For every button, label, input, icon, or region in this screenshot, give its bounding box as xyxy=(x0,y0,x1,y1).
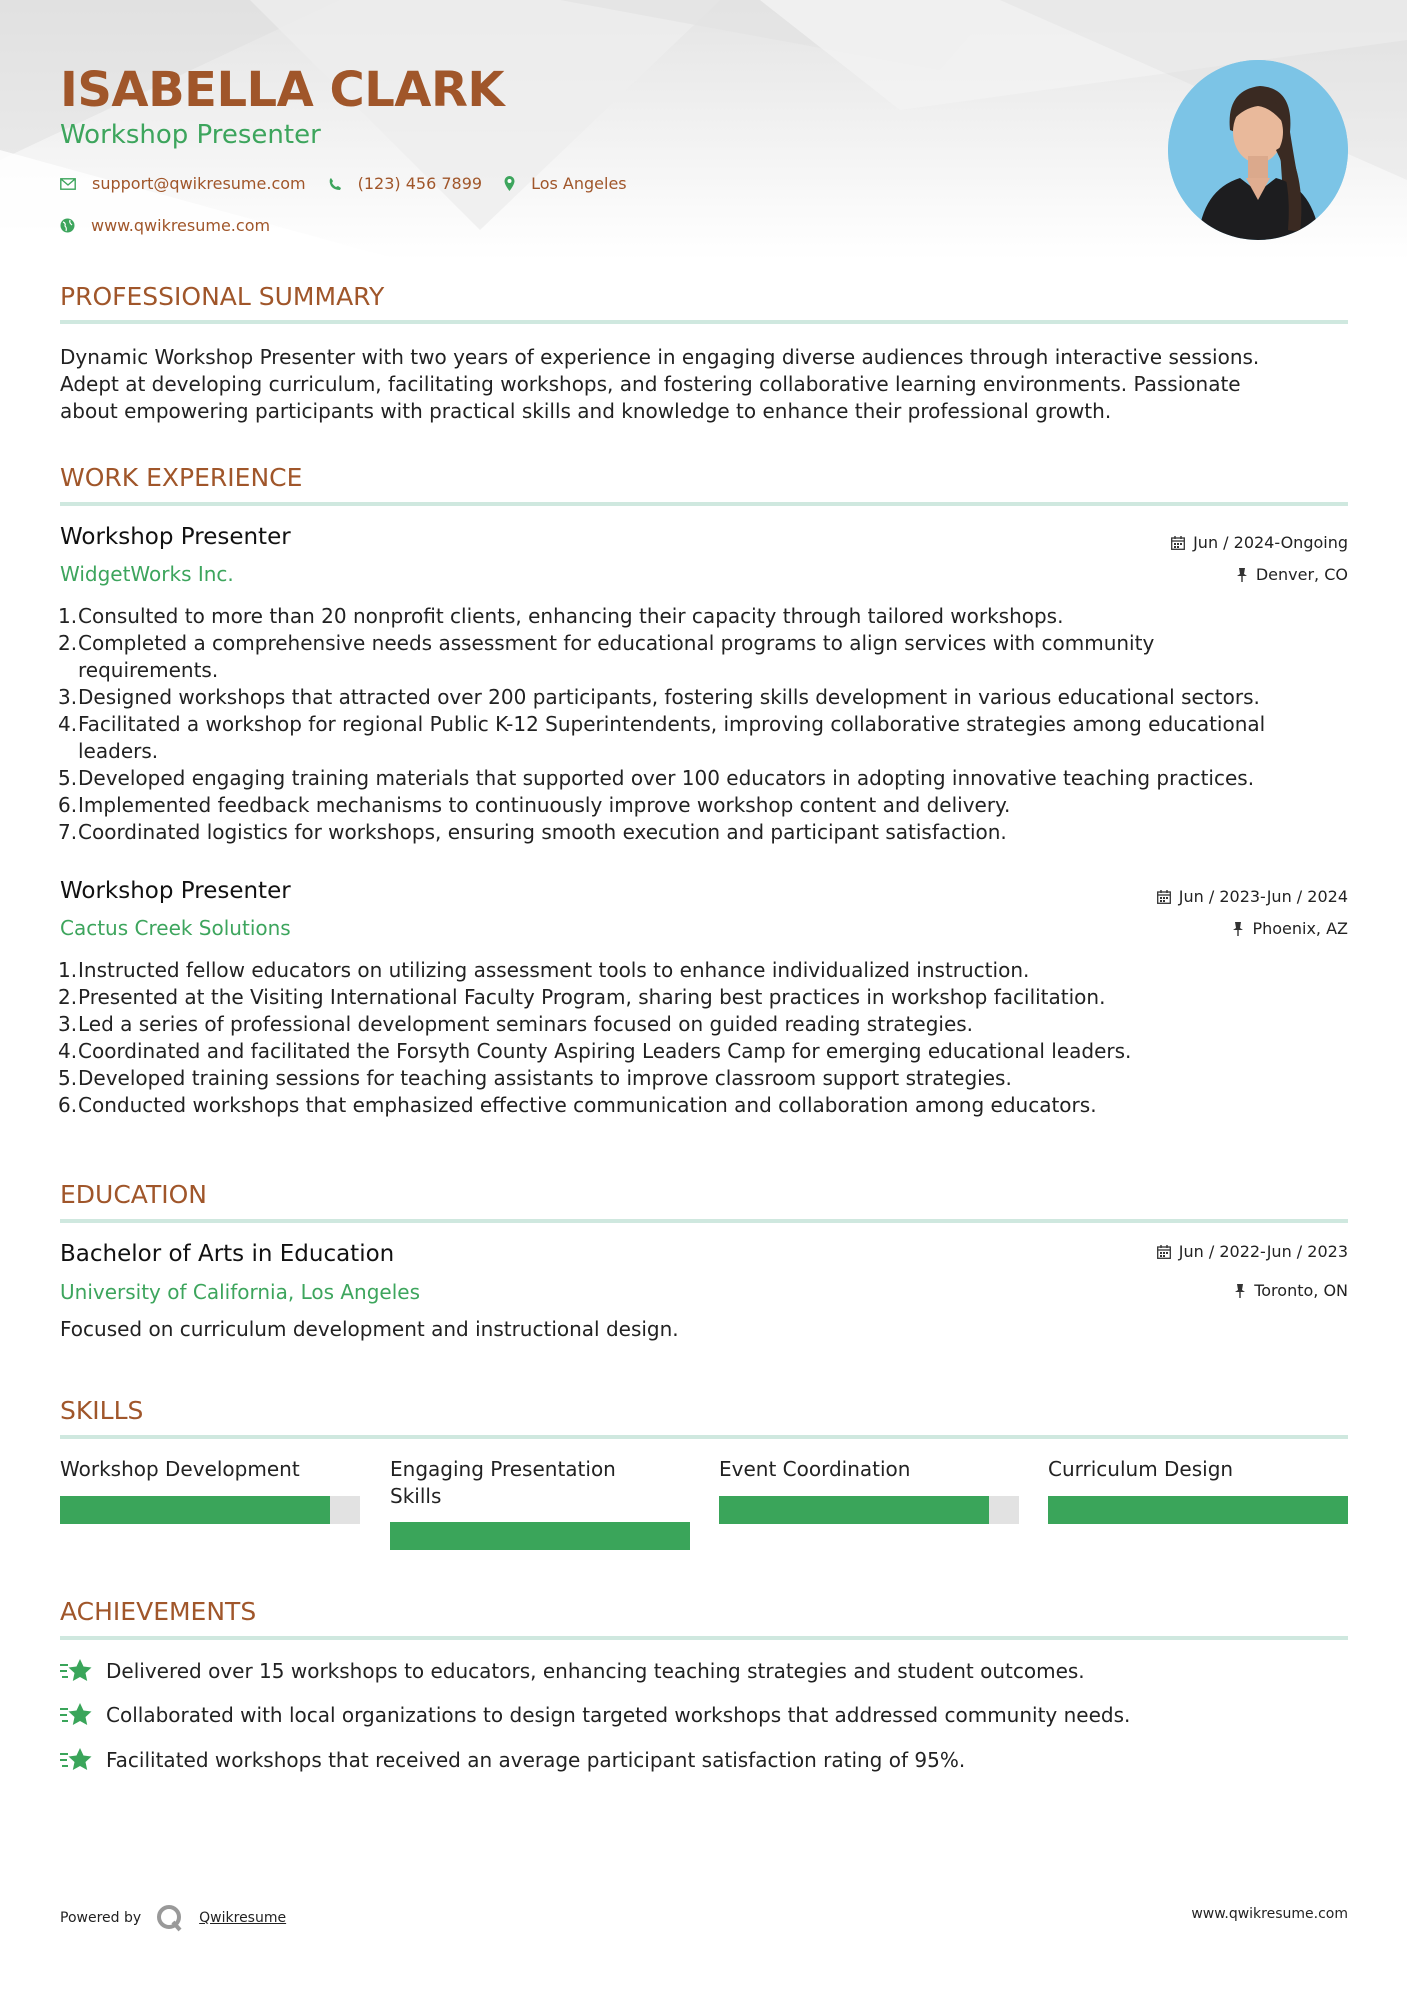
pushpin-icon xyxy=(1234,1284,1246,1298)
job-bullet-list xyxy=(60,603,1350,846)
envelope-icon xyxy=(60,178,76,190)
education-divider xyxy=(60,1219,1348,1223)
achievement-text: Delivered over 15 workshops to educators, enhancing teaching strategies and student outcomes. xyxy=(106,1659,1085,1683)
job-location-text: Denver, CO xyxy=(1255,565,1348,584)
skill-item xyxy=(719,1456,1019,1483)
summary-heading: PROFESSIONAL SUMMARY xyxy=(60,282,385,311)
skill-bar-fill xyxy=(60,1496,330,1524)
job-dates xyxy=(1171,533,1348,552)
website-row[interactable] xyxy=(60,216,292,235)
portrait-illustration xyxy=(1168,60,1348,240)
contact-location xyxy=(504,174,627,193)
achievement-item xyxy=(60,1747,965,1773)
calendar-icon xyxy=(1157,1245,1171,1259)
experience-heading: WORK EXPERIENCE xyxy=(60,463,303,492)
location-text: Los Angeles xyxy=(531,174,627,193)
list-item: 1. Instructed fellow educators on utilizing assessment tools to enhance individualized instruction. xyxy=(58,958,1030,982)
achievements-divider xyxy=(60,1636,1348,1640)
school-name: University of California, Los Angeles xyxy=(60,1280,421,1304)
experience-divider xyxy=(60,502,1348,506)
skill-bar-track xyxy=(390,1522,690,1550)
list-item: 5. Developed training sessions for teaching assistants to improve classroom support strategies. xyxy=(58,1066,1012,1090)
education-location-text: Toronto, ON xyxy=(1254,1281,1348,1300)
achievement-text: Facilitated workshops that received an average participant satisfaction rating of 95%. xyxy=(106,1748,966,1772)
achievement-item xyxy=(60,1658,1085,1684)
list-item: 4. Coordinated and facilitated the Forsyth County Aspiring Leaders Camp for emerging educational leaders. xyxy=(58,1039,1132,1063)
skill-bar-fill xyxy=(719,1496,989,1524)
job-location xyxy=(1232,919,1348,938)
footer-powered-by xyxy=(60,1903,286,1933)
education-dates xyxy=(1157,1242,1348,1261)
education-dates-text: Jun / 2022-Jun / 2023 xyxy=(1178,1242,1348,1261)
summary-divider xyxy=(60,320,1348,324)
job-location-text: Phoenix, AZ xyxy=(1252,919,1348,938)
achievement-text: Collaborated with local organizations to design targeted workshops that addressed community needs. xyxy=(106,1703,1131,1727)
profile-photo xyxy=(1168,60,1348,240)
skill-bar-track xyxy=(719,1496,1019,1524)
skill-bar-fill xyxy=(1048,1496,1348,1524)
skill-label: Workshop Development xyxy=(60,1457,300,1481)
email-text: support@qwikresume.com xyxy=(92,174,306,193)
skills-heading: SKILLS xyxy=(60,1396,144,1425)
pushpin-icon xyxy=(1236,568,1248,582)
contact-email[interactable] xyxy=(60,174,306,193)
footer-site-link[interactable]: www.qwikresume.com xyxy=(1191,1906,1348,1922)
phone-icon xyxy=(328,177,342,191)
powered-by-text: Powered by xyxy=(60,1910,142,1926)
skill-item xyxy=(1048,1456,1348,1483)
job-title: Workshop Presenter xyxy=(60,878,291,904)
globe-icon xyxy=(60,218,75,233)
summary-text xyxy=(60,344,1350,425)
list-item: 3. Designed workshops that attracted over 200 participants, fostering skills development in various educational sectors. xyxy=(58,685,1260,709)
achievement-item xyxy=(60,1702,1130,1728)
candidate-role: Workshop Presenter xyxy=(60,120,321,150)
star-icon xyxy=(60,1702,92,1728)
skill-label: Engaging Presentation Skills xyxy=(390,1457,616,1508)
candidate-name: ISABELLA CLARK xyxy=(60,62,505,118)
skill-label: Event Coordination xyxy=(719,1457,911,1481)
skill-item xyxy=(390,1456,690,1510)
phone-text: (123) 456 7899 xyxy=(357,174,483,193)
job-location xyxy=(1236,565,1348,584)
skill-bar-fill xyxy=(390,1522,690,1550)
job-dates xyxy=(1157,887,1348,906)
calendar-icon xyxy=(1157,890,1171,904)
star-icon xyxy=(60,1658,92,1684)
list-item: 6. Implemented feedback mechanisms to continuously improve workshop content and delivery. xyxy=(58,793,1011,817)
list-item: 5. Developed engaging training materials that supported over 100 educators in adopting innovative teaching practices. xyxy=(58,766,1255,790)
list-item: 7. Coordinated logistics for workshops, ensuring smooth execution and participant satisfaction. xyxy=(58,820,1007,844)
education-note: Focused on curriculum development and instructional design. xyxy=(60,1317,679,1341)
calendar-icon xyxy=(1171,536,1185,550)
job-bullet-list xyxy=(60,957,1350,1119)
list-item: 3. Led a series of professional development seminars focused on guided reading strategies. xyxy=(58,1012,974,1036)
list-item: 6. Conducted workshops that emphasized effective communication and collaboration among educators. xyxy=(58,1093,1097,1117)
summary-line: about empowering participants with practical skills and knowledge to enhance their professional growth. xyxy=(60,399,1112,423)
job-dates-text: Jun / 2023-Jun / 2024 xyxy=(1178,887,1348,906)
skill-label: Curriculum Design xyxy=(1048,1457,1234,1481)
degree-title: Bachelor of Arts in Education xyxy=(60,1241,395,1267)
list-item: 2. Completed a comprehensive needs assessment for educational programs to align services with community requirements. xyxy=(58,631,1155,682)
qwikresume-link[interactable]: Qwikresume xyxy=(199,1910,287,1926)
job-company: Cactus Creek Solutions xyxy=(60,916,291,940)
achievements-heading: ACHIEVEMENTS xyxy=(60,1597,257,1626)
qwikresume-logo-icon xyxy=(155,1903,185,1933)
summary-line: Adept at developing curriculum, facilitating workshops, and fostering collaborative learning environments. Passionate xyxy=(60,372,1241,396)
list-item: 4. Facilitated a workshop for regional Public K-12 Superintendents, improving collaborative strategies among educational leaders. xyxy=(58,712,1266,763)
skill-bar-track xyxy=(1048,1496,1348,1524)
website-text: www.qwikresume.com xyxy=(91,216,271,235)
job-company: WidgetWorks Inc. xyxy=(60,562,234,586)
job-dates-text: Jun / 2024-Ongoing xyxy=(1193,533,1348,552)
contact-phone[interactable] xyxy=(328,174,482,193)
pushpin-icon xyxy=(1232,922,1244,936)
skills-divider xyxy=(60,1435,1348,1439)
contact-row xyxy=(60,174,649,193)
education-heading: EDUCATION xyxy=(60,1180,207,1209)
list-item: 1. Consulted to more than 20 nonprofit clients, enhancing their capacity through tailored workshops. xyxy=(58,604,1064,628)
star-icon xyxy=(60,1747,92,1773)
map-pin-icon xyxy=(504,176,515,191)
job-title: Workshop Presenter xyxy=(60,524,291,550)
education-location xyxy=(1234,1281,1348,1300)
summary-line: Dynamic Workshop Presenter with two years of experience in engaging diverse audiences through interactive sessions. xyxy=(60,345,1260,369)
skill-bar-track xyxy=(60,1496,360,1524)
skill-item xyxy=(60,1456,360,1483)
list-item: 2. Presented at the Visiting International Faculty Program, sharing best practices in workshop facilitation. xyxy=(58,985,1106,1009)
